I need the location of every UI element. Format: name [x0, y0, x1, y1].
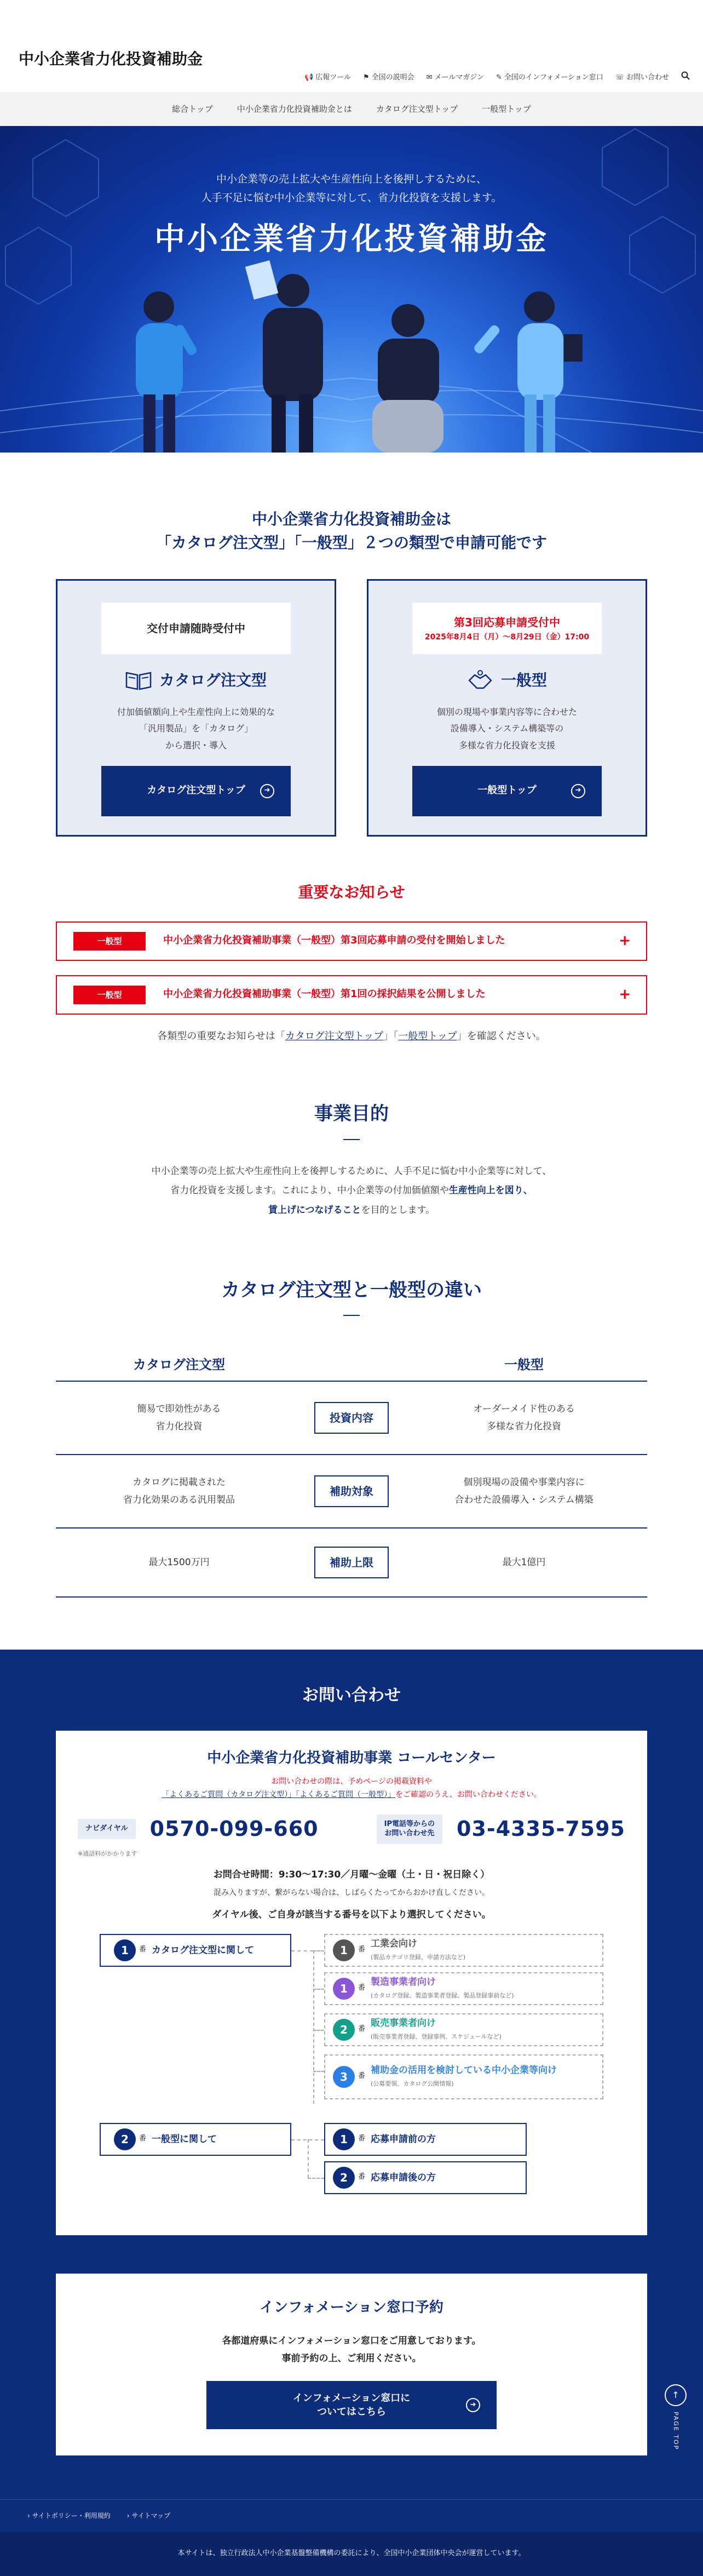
phone-numbers: [78, 1812, 625, 1846]
nav-general[interactable]: 一般型トップ: [482, 104, 531, 114]
site-logo[interactable]: 中小企業省力化投資補助金: [19, 50, 203, 68]
intro-section: [0, 507, 703, 837]
megaphone-icon: 📢: [304, 73, 314, 82]
notice-link-catalog[interactable]: カタログ注文型トップ: [285, 1030, 384, 1042]
utility-link-briefing[interactable]: ⚑ 全国の説明会: [363, 72, 414, 84]
table-row: カタログに掲載された 省力化効果のある汎用製品 補助対象 個別現場の設備や事業内容に 合わせた設備導入・システム構築: [56, 1455, 647, 1529]
site-header: [0, 0, 703, 92]
purpose-text: 中小企業等の売上拡大や生産性向上を後押しするために、人手不足に悩む中小企業等に対して、 省力化投資を支援します。これにより、中小企業等の付加価値額や生産性向上を図り、 賃上げにつなげることを目的とします。: [151, 1165, 552, 1216]
info-desk-box: [56, 2274, 647, 2455]
table-row: 最大1500万円 補助上限 最大1億円: [56, 1529, 647, 1598]
divider: [343, 1139, 360, 1140]
catalog-top-button[interactable]: カタログ注文型トップ ➜: [101, 766, 291, 816]
dial-sub-option[interactable]: 2 番 応募申請後の方: [324, 2161, 527, 2194]
status-badge: 交付申請随時受付中: [101, 603, 291, 654]
status-badge: 第3回応募申請受付中 2025年8月4日（月）〜8月29日（金）17:00: [412, 603, 602, 654]
contact-section: [0, 1650, 703, 2499]
compare-table: [56, 1349, 647, 1598]
contact-hours: お問合せ時間：9:30〜17:30／月曜〜金曜（土・日・祝日除く）: [213, 1869, 490, 1880]
footer-link-policy[interactable]: › サイトポリシー・利用規約: [27, 2511, 111, 2520]
arrow-right-icon: ➜: [466, 2398, 480, 2412]
card-description: 付加価値額向上や生産性向上に効果的な 「汎用製品」を「カタログ」 から選択・導入: [117, 706, 275, 751]
intro-heading: 中小企業省力化投資補助金は 「カタログ注文型」「一般型」２つの類型で申請可能です: [155, 510, 547, 552]
chevron-right-icon: ›: [27, 2511, 32, 2520]
wrench-icon: ✎: [495, 73, 502, 82]
plus-icon[interactable]: +: [619, 986, 631, 1003]
info-desk-title: インフォメーション窓口予約: [260, 2299, 443, 2316]
arrow-right-icon: ➜: [571, 784, 585, 798]
dial-sub-option[interactable]: 3 番 補助金の活用を検討している中小企業等向け (公募要領、カタログ公開情報): [324, 2054, 603, 2099]
person-illustration: [136, 291, 198, 453]
navi-dial-label: ナビダイヤル: [78, 1819, 136, 1839]
row-label: 補助対象: [314, 1475, 389, 1507]
footer-copyright: 本サイトは、独立行政法人中小企業基盤整備機構の委託により、全国中小企業団体中央会が運営しています。: [0, 2532, 703, 2576]
chevron-right-icon: ›: [126, 2511, 132, 2520]
card-catalog: [56, 579, 336, 837]
flag-icon: ⚑: [362, 73, 370, 82]
site-footer: [0, 2499, 703, 2576]
info-desk-desc: 各都道府県にインフォメーション窓口をご用意しております。 事前予約の上、ご利用ください。: [222, 2335, 481, 2365]
search-icon: [681, 71, 690, 80]
hero-lead: 中小企業等の売上拡大や生産性向上を後押しするために、 人手不足に悩む中小企業等に対して、省力化投資を支援します。: [201, 173, 502, 204]
book-icon: [125, 671, 152, 690]
dial-sub-option[interactable]: 1 番 製造事業者向け (カタログ登録、製造事業者登録、製品登録事前など): [324, 1972, 603, 2005]
news-item[interactable]: [56, 921, 647, 961]
utility-link-contact[interactable]: ☏ お問い合わせ: [615, 72, 669, 84]
divider: [343, 1315, 360, 1316]
news-title: 重要なお知らせ: [298, 883, 405, 901]
notice-link-general[interactable]: 一般型トップ: [398, 1030, 457, 1042]
utility-link-mailmag[interactable]: ✉ メールマガジン: [427, 72, 484, 84]
handshake-icon: [467, 669, 493, 691]
dial-sub-option[interactable]: 1 番 工業会向け (製品カテゴリ登録、申請方法など): [324, 1934, 603, 1967]
search-button[interactable]: [681, 71, 690, 84]
dial-sub-option[interactable]: 2 番 販売事業者向け (販売事業者登録、登録事例、スケジュールなど): [324, 2013, 603, 2046]
page-top-button[interactable]: ↑ PAGE TOP: [664, 2384, 688, 2450]
nav-top[interactable]: 総合トップ: [172, 104, 213, 114]
nav-about[interactable]: 中小企業省力化投資補助金とは: [237, 104, 352, 114]
dial-sub-option[interactable]: 1 番 応募申請前の方: [324, 2123, 527, 2156]
card-title: 一般型: [500, 671, 547, 689]
news-tag: 一般型: [73, 932, 146, 951]
row-label: 投資内容: [314, 1402, 389, 1434]
faq-general-link[interactable]: 「よくあるご質問（一般型）」: [296, 1790, 396, 1799]
arrow-right-icon: ➜: [260, 784, 274, 798]
plus-icon[interactable]: +: [619, 932, 631, 949]
news-text: 中小企業省力化投資補助事業（一般型）第3回応募申請の受付を開始しました: [163, 935, 505, 947]
utility-link-info-desk[interactable]: ✎ 全国のインフォメーション窓口: [496, 72, 603, 84]
faq-catalog-link[interactable]: 「よくあるご質問（カタログ注文型）」: [162, 1790, 296, 1799]
purpose-title: 事業目的: [314, 1103, 389, 1125]
dial-option-general[interactable]: 2 番 一般型に関して: [100, 2123, 291, 2156]
compare-title: カタログ注文型と一般型の違い: [221, 1279, 482, 1301]
hero-title: 中小企業省力化投資補助金: [154, 221, 549, 257]
card-general: [367, 579, 647, 837]
news-notice: 各類型の重要なお知らせは「カタログ注文型トップ」「一般型トップ」を確認ください。: [157, 1030, 546, 1042]
call-center-box: [56, 1731, 647, 2235]
nav-catalog[interactable]: カタログ注文型トップ: [376, 104, 458, 114]
news-text: 中小企業省力化投資補助事業（一般型）第1回の採択結果を公開しました: [163, 988, 486, 1000]
busy-note: 混み入りますが、繋がらない場合は、しばらくたってからおかけ直しください。: [214, 1888, 489, 1897]
compare-section: [0, 1275, 703, 1598]
hero-banner: [0, 126, 703, 453]
news-item[interactable]: [56, 975, 647, 1015]
utility-link-press[interactable]: 📢 広報ツール: [304, 72, 351, 84]
type-cards: [56, 579, 647, 837]
compare-header: カタログ注文型 一般型: [56, 1349, 647, 1382]
card-title: カタログ注文型: [159, 671, 267, 689]
call-center-title: 中小企業省力化投資補助事業 コールセンター: [207, 1750, 496, 1767]
general-top-button[interactable]: 一般型トップ ➜: [412, 766, 602, 816]
arrow-up-icon: ↑: [665, 2384, 687, 2406]
ip-phone-number[interactable]: 03-4335-7595: [457, 1817, 625, 1841]
card-description: 個別の現場や事業内容等に合わせた 設備導入・システム構築等の 多様な省力化投資を支援: [436, 706, 577, 751]
footer-link-sitemap[interactable]: › サイトマップ: [126, 2511, 171, 2520]
news-tag: 一般型: [73, 986, 146, 1004]
news-section: [0, 880, 703, 1045]
ip-phone-label: IP電話等からの お問い合わせ先: [377, 1814, 442, 1844]
navi-dial-number[interactable]: 0570-099-660: [149, 1817, 319, 1841]
dial-option-catalog[interactable]: 1 番 カタログ注文型に関して: [100, 1934, 291, 1967]
mail-icon: ✉: [426, 73, 433, 82]
footer-links: [0, 2499, 703, 2532]
info-desk-button[interactable]: インフォメーション窓口に ついてはこちら ➜: [206, 2381, 497, 2429]
table-row: 簡易で即効性がある 省力化投資 投資内容 オーダーメイド性のある 多様な省力化投資: [56, 1382, 647, 1455]
dial-instruction: ダイヤル後、ご自身が該当する番号を以下より選択してください。: [212, 1909, 491, 1921]
dial-menu-tree: [78, 1934, 625, 2208]
contact-title: お問い合わせ: [302, 1686, 401, 1705]
call-fee-note: ※通話料がかかります: [78, 1850, 137, 1858]
phone-icon: ☏: [615, 73, 624, 82]
global-nav: [0, 92, 703, 126]
utility-nav: [304, 71, 690, 84]
contact-note: お問い合わせの際は、予めページの掲載資料や 「よくあるご質問（カタログ注文型）」「よくあるご質問（一般型）」をご確認のうえ、お問い合わせください。: [162, 1777, 541, 1799]
row-label: 補助上限: [314, 1547, 389, 1578]
purpose-section: [0, 1099, 703, 1220]
